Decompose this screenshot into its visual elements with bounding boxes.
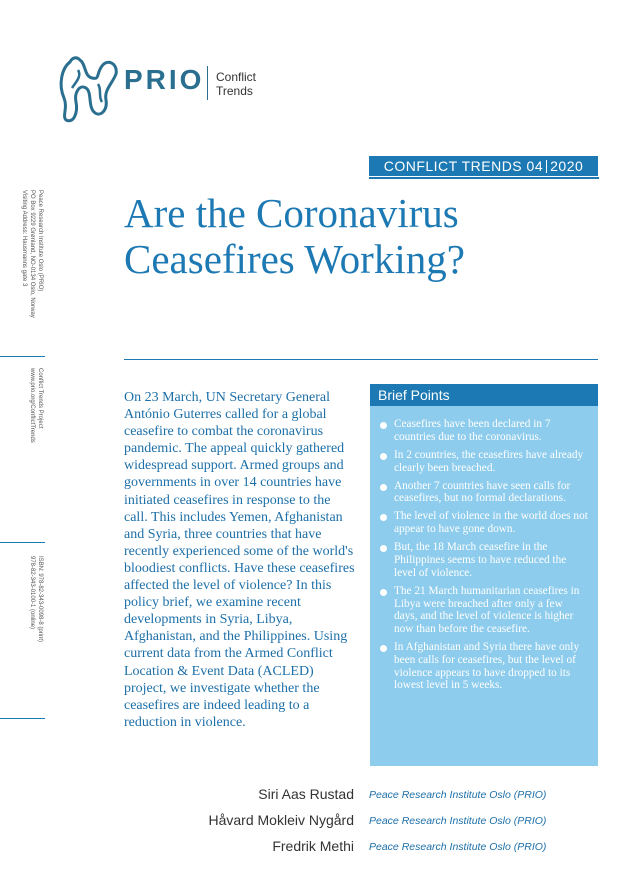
- sidebar-project-line2: www.prio.org/ConflictTrends: [29, 368, 35, 443]
- sidebar-isbn-line2: 978-82-343-0100-1 (online): [29, 556, 35, 630]
- author-name: Håvard Mokleiv Nygård: [208, 812, 354, 828]
- sidebar-address-line2: PO Box 9229 Grønland, NO-0134 Oslo, Norway: [29, 190, 35, 318]
- authors-list: [124, 786, 598, 864]
- author-row: [124, 786, 598, 812]
- brief-point: But, the 18 March ceasefire in the Philippines seems to have reduced the level of violence.: [380, 541, 588, 579]
- logo-subtitle: [216, 70, 256, 98]
- sidebar-address-line1: Peace Research Institute Oslo (PRIO): [37, 190, 43, 292]
- author-institution: Peace Research Institute Oslo (PRIO): [369, 789, 547, 801]
- brief-point: In 2 countries, the ceasefires have already clearly been breached.: [380, 449, 588, 475]
- sidebar-address-line3: Visiting Address: Hausmanns gate 3: [21, 190, 27, 287]
- author-institution: Peace Research Institute Oslo (PRIO): [369, 841, 547, 853]
- series-tag: [369, 156, 598, 176]
- series-underline: [369, 177, 599, 179]
- logo-divider: [207, 66, 208, 100]
- brief-points-list: [370, 406, 598, 692]
- sidebar-project: [28, 368, 44, 443]
- page-title: [124, 190, 584, 282]
- title-line1: Are the Coronavirus: [124, 190, 459, 236]
- series-separator: [546, 160, 547, 173]
- logo-subtitle-line2: Trends: [216, 84, 253, 98]
- section-divider: [124, 359, 598, 360]
- sidebar-isbn: [28, 556, 44, 642]
- brief-point: The 21 March humanitarian ceasefires in Libya were breached after only a few days, and the level of violence is higher now than before the ceasefire.: [380, 585, 588, 636]
- series-number: 04: [526, 158, 544, 174]
- brief-point: Ceasefires have been declared in 7 countries due to the coronavirus.: [380, 418, 588, 444]
- title-line2: Ceasefires Working?: [124, 236, 465, 282]
- author-row: [124, 838, 598, 864]
- brief-points-box: [370, 384, 598, 766]
- prio-logo: [56, 54, 306, 124]
- author-name: Siri Aas Rustad: [258, 786, 354, 802]
- brief-point: The level of violence in the world does not appear to have gone down.: [380, 510, 588, 536]
- brief-point: In Afghanistan and Syria there have only been calls for ceasefires, but the level of violence appears to have dropped to its lowest level in 5 weeks.: [380, 641, 588, 692]
- sidebar-address: [20, 190, 44, 318]
- intro-paragraph: On 23 March, UN Secretary General António Guterres called for a global ceasefire to combat the coronavirus pandemic. The appeal quickly gathered widespread support. Armed groups and governments in over 14 countries have initiated ceasefires in response to the call. This includes Yemen, Afghanistan and Syria, three countries that have recently experienced some of the world's bloodiest conflicts. Have these ceasefires affected the level of violence? In this policy brief, we examine recent developments in Syria, Libya, Afghanistan, and the Philippines. Using current data from the Armed Conflict Location & Event Data (ACLED) project, we investigate whether the ceasefires are indeed leading to a reduction in violence.: [124, 390, 355, 730]
- author-row: [124, 812, 598, 838]
- brief-points-heading: Brief Points: [370, 384, 598, 406]
- brief-point: Another 7 countries have seen calls for ceasefires, but no formal declarations.: [380, 480, 588, 506]
- logo-subtitle-line1: Conflict: [216, 70, 257, 84]
- prio-wordmark: PRIO: [124, 64, 205, 95]
- series-year: 2020: [550, 158, 584, 174]
- author-name: Fredrik Methi: [272, 838, 354, 854]
- author-institution: Peace Research Institute Oslo (PRIO): [369, 815, 547, 827]
- sidebar-project-line1: Conflict Trends Project: [37, 368, 43, 429]
- sidebar-isbn-line1: ISBN: 978-82-343-0098-8 (print): [37, 556, 43, 643]
- series-label: CONFLICT TRENDS: [383, 158, 523, 174]
- prio-emblem-icon: [56, 54, 122, 124]
